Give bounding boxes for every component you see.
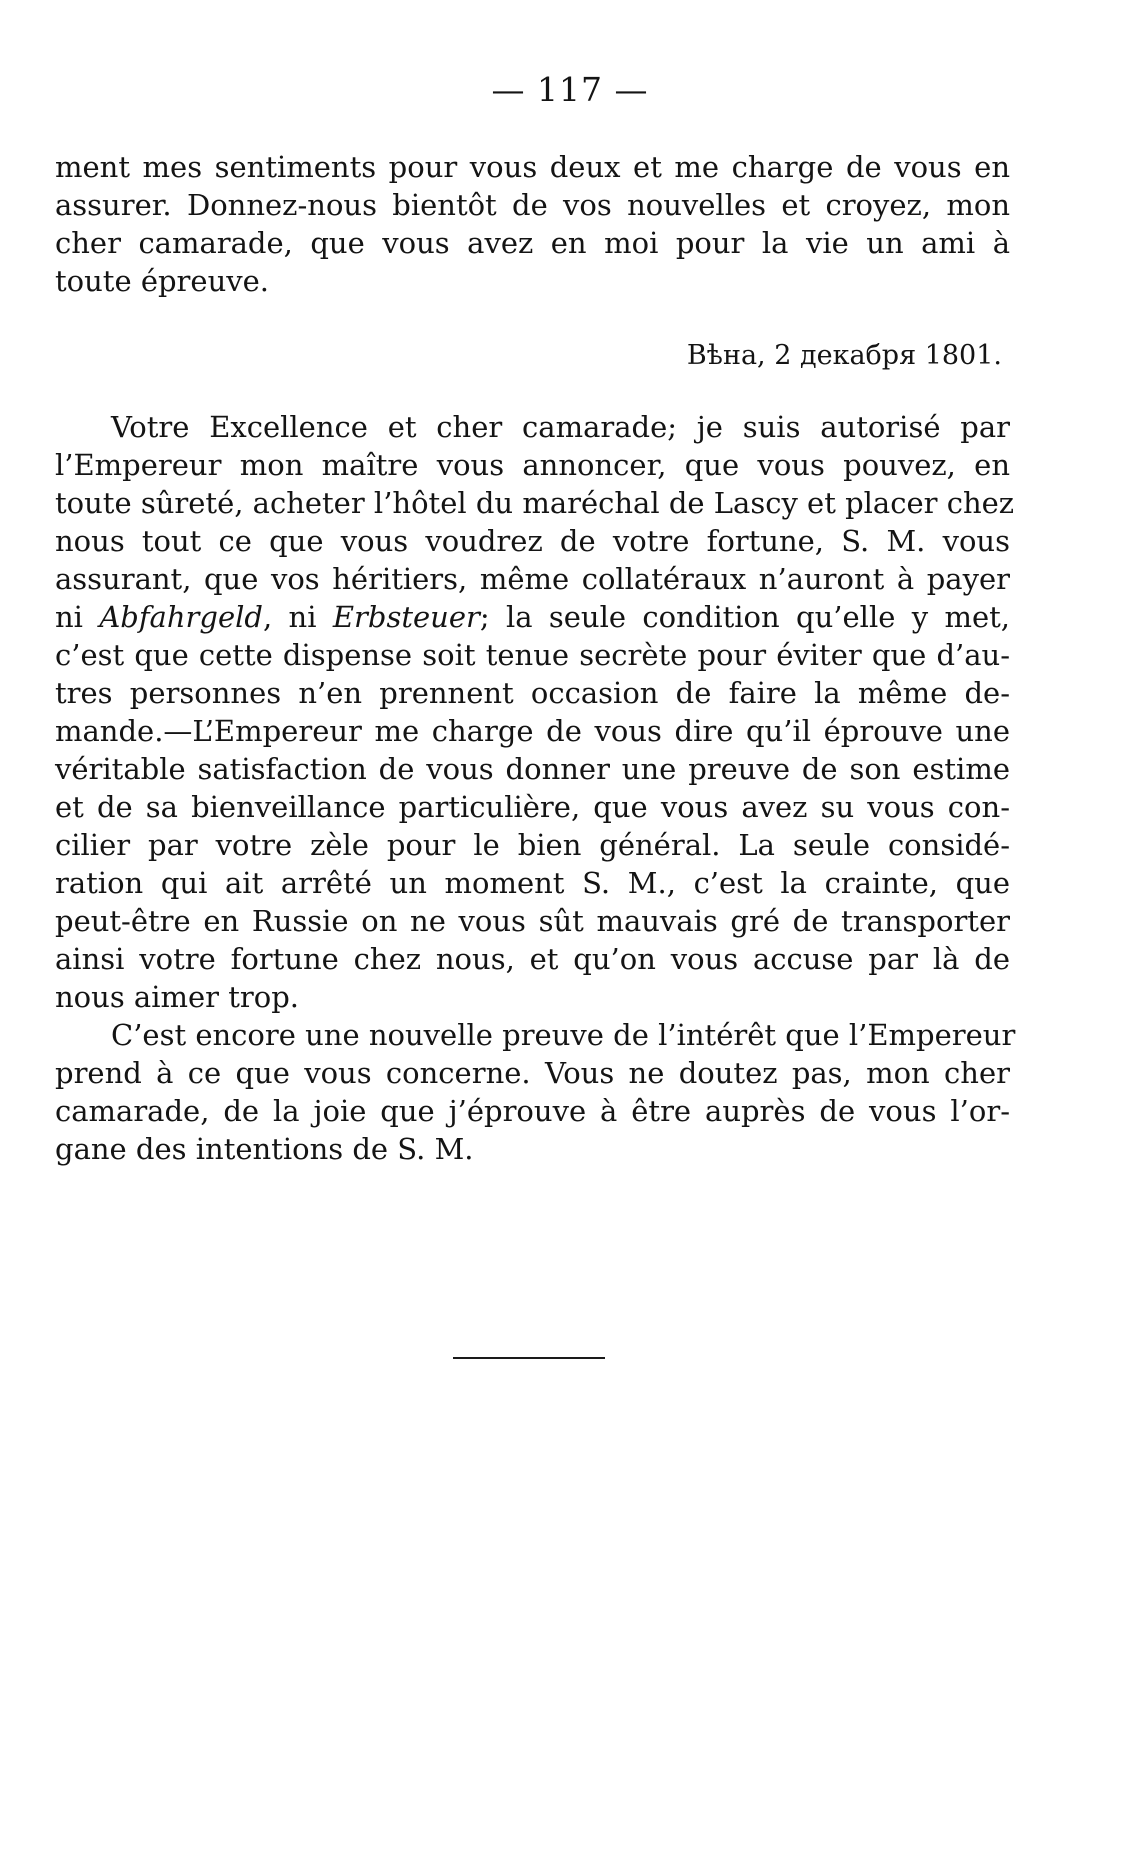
text-line: nous aimer trop. (55, 980, 299, 1014)
text-line: ration qui ait arrêté un moment S. M., c’est la crainte, que (55, 866, 1010, 900)
text-line: cilier par votre zèle pour le bien général. La seule considé- (55, 828, 1010, 862)
text-line: cher camarade, que vous avez en moi pour la vie un ami à (55, 226, 1010, 260)
text-line: toute sûreté, acheter l’hôtel du maréchal de Lascy et placer chez (55, 486, 1015, 520)
italic-term-abfahrgeld: Abfahrgeld (99, 600, 263, 634)
text-line: nous tout ce que vous voudrez de votre fortune, S. M. vous (55, 524, 1010, 558)
section-divider (453, 1357, 605, 1359)
text-line: tres personnes n’en prennent occasion de faire la même de- (55, 676, 1010, 710)
text-line: et de sa bienveillance particulière, que vous avez su vous con- (55, 790, 1010, 824)
text-line: gane des intentions de S. M. (55, 1132, 474, 1166)
italic-term-erbsteuer: Erbsteuer (332, 600, 480, 634)
text-line: assurer. Donnez-nous bientôt de vos nouvelles et croyez, mon (55, 188, 1010, 222)
text-line: C’est encore une nouvelle preuve de l’intérêt que l’Empereur (111, 1018, 1016, 1052)
text-line: ment mes sentiments pour vous deux et me charge de vous en (55, 150, 1010, 184)
text-line: assurant, que vos héritiers, même collatéraux n’auront à payer (55, 562, 1010, 596)
text-line: l’Empereur mon maître vous annoncer, que vous pouvez, en (55, 448, 1010, 482)
letter-body (55, 408, 1016, 1168)
text-line: prend à ce que vous concerne. Vous ne doutez pas, mon cher (55, 1056, 1010, 1090)
text-fragment: ; la seule condition qu’elle y met, (479, 600, 1011, 634)
text-line-with-italics (55, 598, 1010, 636)
text-line: camarade, de la joie que j’éprouve à être auprès de vous l’or- (55, 1094, 1010, 1128)
page-number: — 117 — (491, 70, 649, 109)
text-line: Votre Excellence et cher camarade; je suis autorisé par (111, 410, 1010, 444)
text-line: c’est que cette dispense soit tenue secrète pour éviter que d’au- (55, 638, 1010, 672)
text-fragment: , ni (262, 600, 333, 634)
text-line: toute épreuve. (55, 264, 270, 298)
text-fragment: ni (55, 600, 100, 634)
dateline: Вѣна, 2 декабря 1801. (686, 340, 1002, 371)
text-line: peut-être en Russie on ne vous sût mauvais gré de transporter (55, 904, 1010, 938)
opening-paragraph (55, 148, 1010, 300)
text-line: mande.—L’Empereur me charge de vous dire qu’il éprouve une (55, 714, 1010, 748)
text-line: véritable satisfaction de vous donner une preuve de son estime (55, 752, 1010, 786)
text-line: ainsi votre fortune chez nous, et qu’on vous accuse par là de (55, 942, 1010, 976)
